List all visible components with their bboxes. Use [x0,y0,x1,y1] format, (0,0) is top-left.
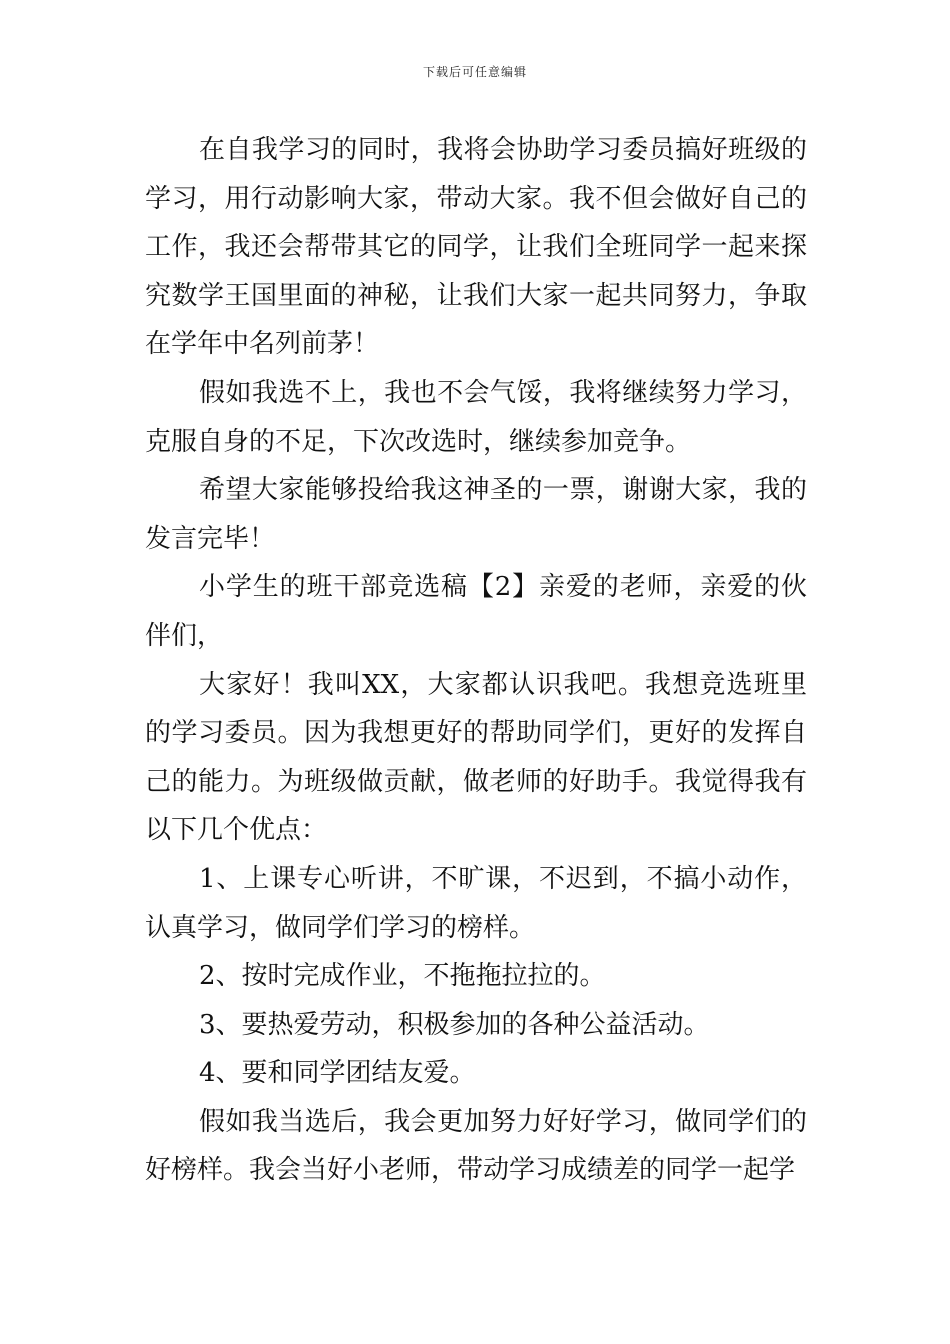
paragraph-4: 小学生的班干部竞选稿【2】亲爱的老师，亲爱的伙伴们， [145,572,807,651]
paragraph-2: 假如我选不上，我也不会气馁，我将继续努力学习，克服自身的不足，下次改选时，继续参加竞争。 [145,377,807,457]
list-item-2: 2、按时完成作业，不拖拖拉拉的。 [199,961,606,992]
paragraph-6: 假如我当选后，我会更加努力好好学习，做同学们的好榜样。我会当好小老师，带动学习成绩差的同学一起学 [145,1106,807,1186]
list-item-3: 3、要热爱劳动，积极参加的各种公益活动。 [199,1009,710,1040]
paragraph-3: 希望大家能够投给我这神圣的一票，谢谢大家，我的发言完毕！ [145,475,807,554]
paragraph-5: 大家好！我叫XX，大家都认识我吧。我想竞选班里的学习委员。因为我想更好的帮助同学们，更好的发挥自己的能力。为班级做贡献，做老师的好助手。我觉得我有以下几个优点： [145,669,807,846]
list-item-4: 4、要和同学团结友爱。 [199,1058,476,1089]
paragraph-1: 在自我学习的同时，我将会协助学习委员搞好班级的学习，用行动影响大家，带动大家。我不但会做好自己的工作，我还会帮带其它的同学，让我们全班同学一起来探究数学王国里面的神秘，让我们大家一起共同努力，争取在学年中名列前茅！ [145,135,807,360]
page-header: 下载后可任意编辑 [422,65,527,79]
document-body [145,126,807,1195]
list-item-1: 1、上课专心听讲，不旷课，不迟到，不搞小动作，认真学习，做同学们学习的榜样。 [145,863,807,943]
